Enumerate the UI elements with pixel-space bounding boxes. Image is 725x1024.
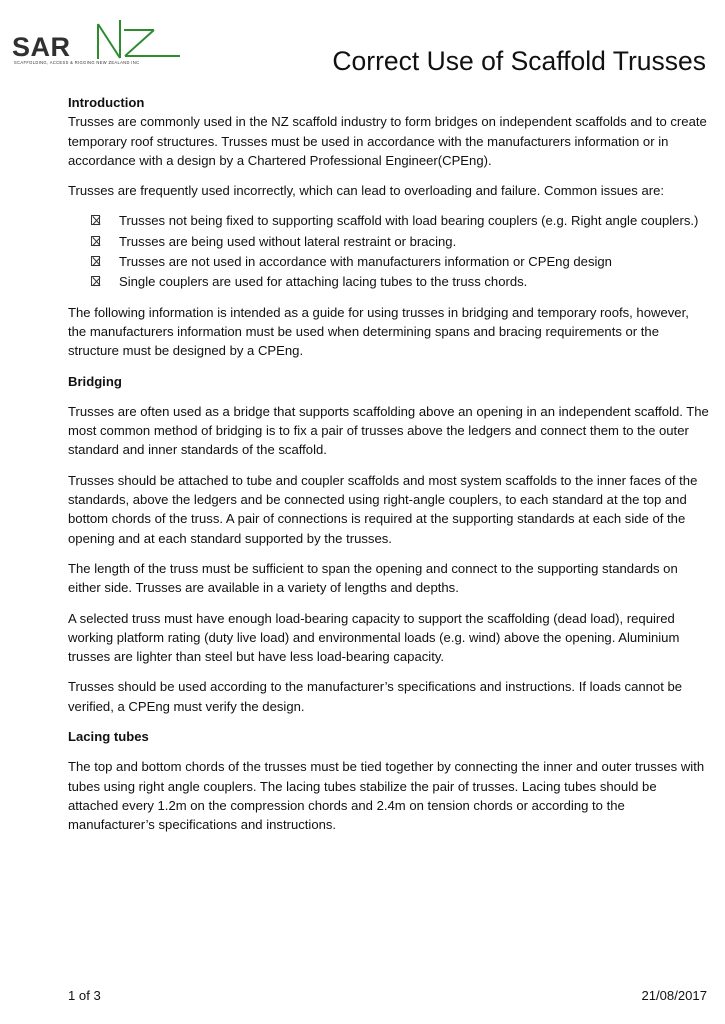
checkbox-cross-icon (91, 236, 100, 246)
sarnz-logo (12, 18, 184, 70)
page-number: 1 of 3 (68, 988, 101, 1003)
bridging-paragraph-1: Trusses are often used as a bridge that supports scaffolding above an opening in an independent scaffold. The most common method of bridging is to fix a pair of trusses above the ledgers and connect them to the outer standard and inner standards of the scaffold. (68, 403, 709, 458)
introduction-paragraph-1: Trusses are commonly used in the NZ scaffold industry to form bridges on independent scaffolds and to create temporary roof structures. Trusses must be used in accordance with the manufacturers information or in accordance with a design by a Chartered Professional Engineer(CPEng). (68, 114, 707, 168)
logo-tagline: SCAFFOLDING, ACCESS & RIGGING NEW ZEALAND INC (14, 60, 140, 65)
list-item (91, 211, 710, 230)
logo-wordmark: SAR (12, 32, 71, 62)
bridging-paragraph-5: Trusses should be used according to the manufacturer’s specifications and instructions. If loads cannot be verified, a CPEng must verify the design. (68, 679, 683, 714)
list-item (91, 232, 710, 251)
lacing-tubes-heading: Lacing tubes (68, 729, 149, 745)
list-item-text: Trusses are being used without lateral restraint or bracing. (119, 233, 457, 249)
bridging-paragraph-3: The length of the truss must be sufficient to span the opening and connect to the supporting standards on either side. Trusses are available in a variety of lengths and depths. (68, 560, 678, 596)
document-body (68, 93, 710, 846)
common-issues-list (68, 211, 710, 291)
lacing-tubes-paragraph: The top and bottom chords of the trusses must be tied together by connecting the inner and outer trusses with tubes using right angle couplers. The lacing tubes stabilize the pair of trusses. Lacing tubes should be attached every 1.2m on the compression chords and 2.4m on tension chords or according to the manufacturer’s specifications and instructions. (68, 759, 705, 833)
list-item-text: Single couplers are used for attaching lacing tubes to the truss chords. (119, 274, 528, 290)
bridging-paragraph-4: A selected truss must have enough load-bearing capacity to support the scaffolding (dead load), required working platform rating (duty live load) and environmental loads (e.g. wind) above the opening. Aluminium trusses are lighter than steel but have less load-bearing capacity. (68, 610, 680, 665)
checkbox-cross-icon (91, 276, 100, 286)
list-item (91, 272, 710, 291)
list-item-text: Trusses not being fixed to supporting scaffold with load bearing couplers (e.g. Right angle couplers.) (119, 213, 699, 229)
list-item (91, 252, 710, 271)
list-item-text: Trusses are not used in accordance with manufacturers information or CPEng design (119, 254, 612, 270)
introduction-paragraph-3: The following information is intended as a guide for using trusses in bridging and temporary roofs, however, the manufacturers information must be used when determining spans and bracing requirements or the structure must be designed by a CPEng. (68, 304, 689, 359)
bridging-heading: Bridging (68, 373, 122, 389)
document-title: Correct Use of Scaffold Trusses (332, 46, 706, 76)
checkbox-cross-icon (91, 256, 100, 266)
introduction-heading: Introduction (68, 95, 145, 110)
bridging-paragraph-2: Trusses should be attached to tube and coupler scaffolds and most system scaffolds to the inner faces of the standards, above the ledgers and be connected using right-angle couplers, to each standard at the top and bottom chords of the truss. A pair of connections is required at the supporting standards at each side of the opening and at each standard supported by the trusses. (68, 472, 698, 546)
introduction-paragraph-2: Trusses are frequently used incorrectly, which can lead to overloading and failure. Common issues are: (68, 183, 665, 199)
document-date: 21/08/2017 (641, 988, 707, 1003)
checkbox-cross-icon (91, 215, 100, 225)
